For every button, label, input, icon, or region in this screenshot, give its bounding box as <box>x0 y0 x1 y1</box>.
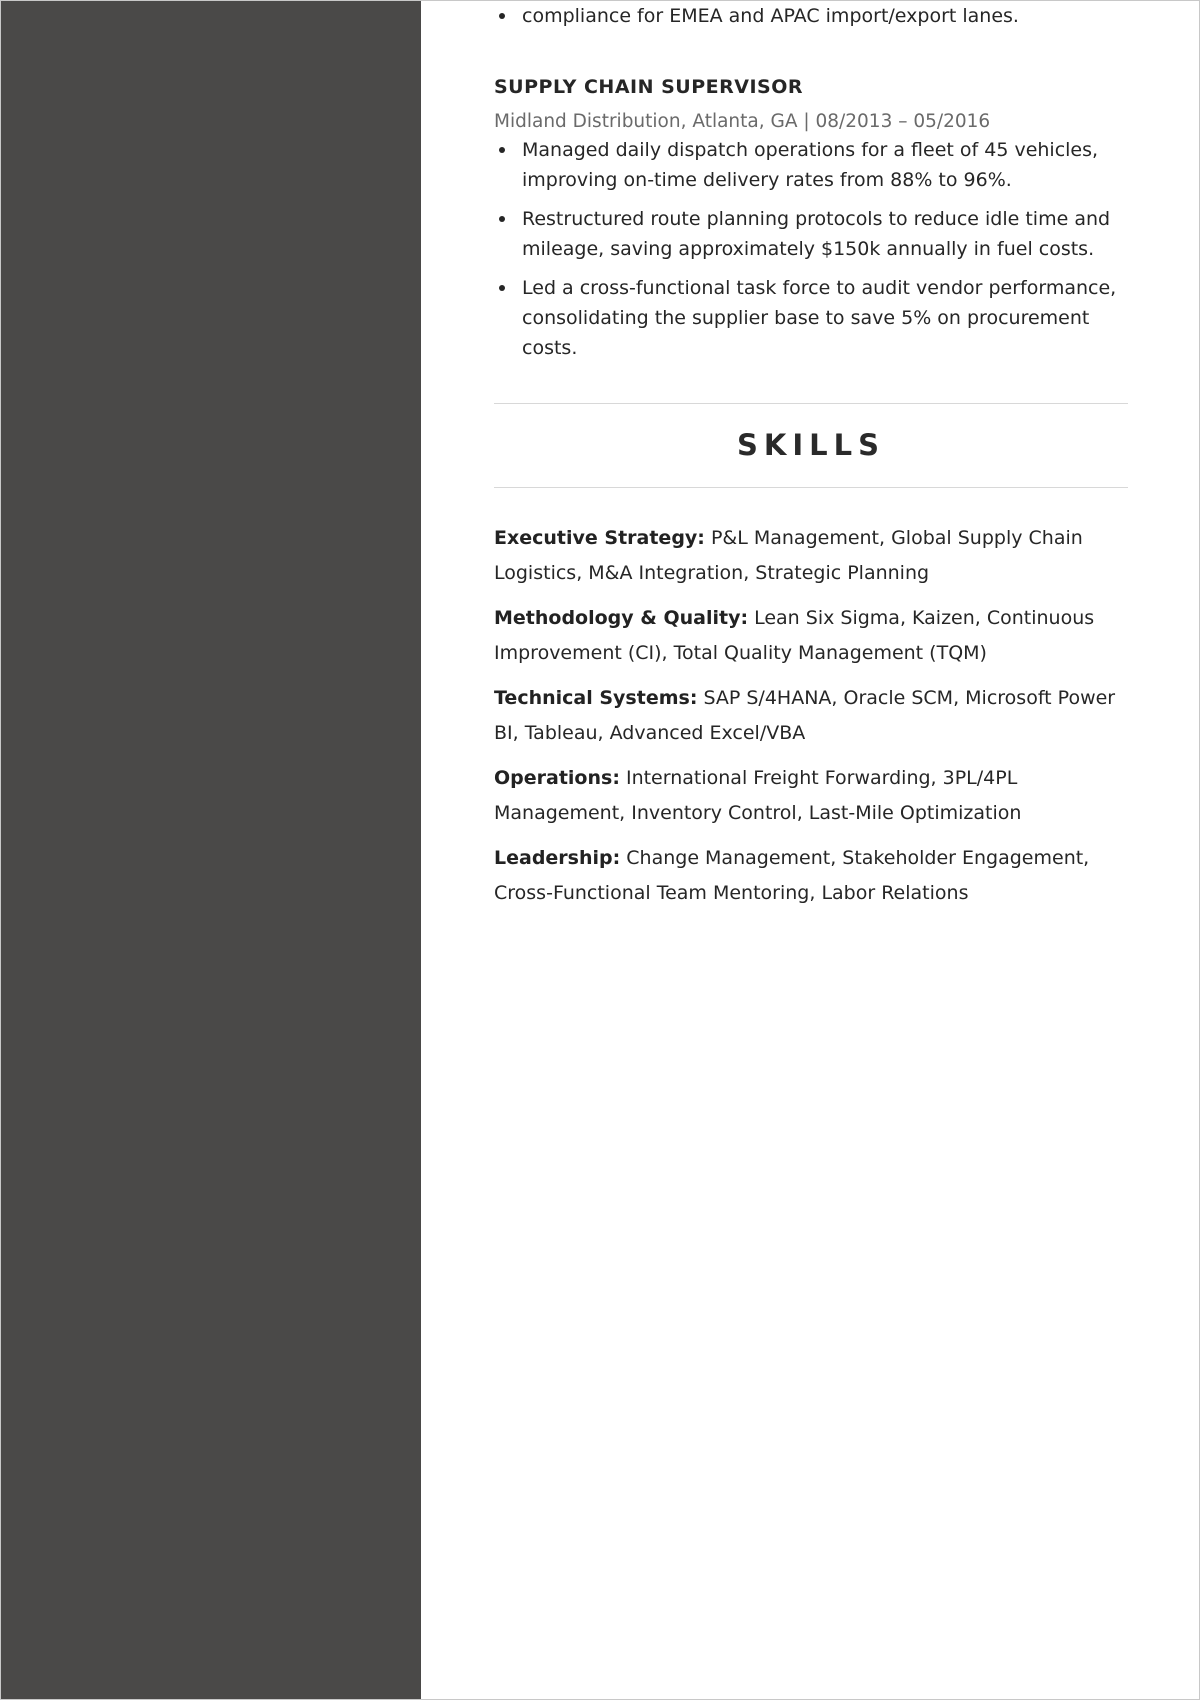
job-bullet-list <box>494 135 1128 363</box>
job-entry <box>494 74 1128 363</box>
continued-bullet-list <box>494 1 1128 31</box>
skill-row <box>494 761 1128 831</box>
section-divider-top <box>494 403 1128 404</box>
list-item: Led a cross-functional task force to audit vendor performance, consolidating the supplier base to save 5% on procurement costs. <box>494 273 1128 363</box>
main-column <box>494 1 1128 921</box>
job-title: SUPPLY CHAIN SUPERVISOR <box>494 76 804 98</box>
skill-text: Lean Six Sigma, Kaizen, Continuous Improvement (CI), Total Quality Management (TQM) <box>494 607 1095 664</box>
list-item: Managed daily dispatch operations for a fleet of 45 vehicles, improving on-time delivery rates from 88% to 96%. <box>494 135 1128 195</box>
skill-label: Technical Systems: <box>494 687 698 709</box>
section-divider-bottom <box>494 487 1128 488</box>
skill-text: SAP S/4HANA, Oracle SCM, Microsoft Power BI, Tableau, Advanced Excel/VBA <box>494 687 1116 744</box>
sidebar-panel <box>1 1 421 1699</box>
job-meta: Midland Distribution, Atlanta, GA | 08/2013 – 05/2016 <box>494 111 991 132</box>
skill-label: Executive Strategy: <box>494 527 705 549</box>
skill-text: P&L Management, Global Supply Chain Logistics, M&A Integration, Strategic Planning <box>494 527 1083 584</box>
skill-row <box>494 601 1128 671</box>
skill-text: Change Management, Stakeholder Engagement, Cross-Functional Team Mentoring, Labor Relations <box>494 847 1090 904</box>
skill-text: International Freight Forwarding, 3PL/4PL Management, Inventory Control, Last-Mile Optimization <box>494 767 1022 824</box>
skill-label: Leadership: <box>494 847 621 869</box>
list-item: compliance for EMEA and APAC import/export lanes. <box>494 1 1128 31</box>
list-item: Restructured route planning protocols to reduce idle time and mileage, saving approximately $150k annually in fuel costs. <box>494 204 1128 264</box>
skill-label: Operations: <box>494 767 620 789</box>
skill-label: Methodology & Quality: <box>494 607 749 629</box>
skill-row <box>494 521 1128 591</box>
skills-list <box>494 521 1128 911</box>
skill-row <box>494 841 1128 911</box>
skill-row <box>494 681 1128 751</box>
skills-heading: SKILLS <box>737 428 885 462</box>
